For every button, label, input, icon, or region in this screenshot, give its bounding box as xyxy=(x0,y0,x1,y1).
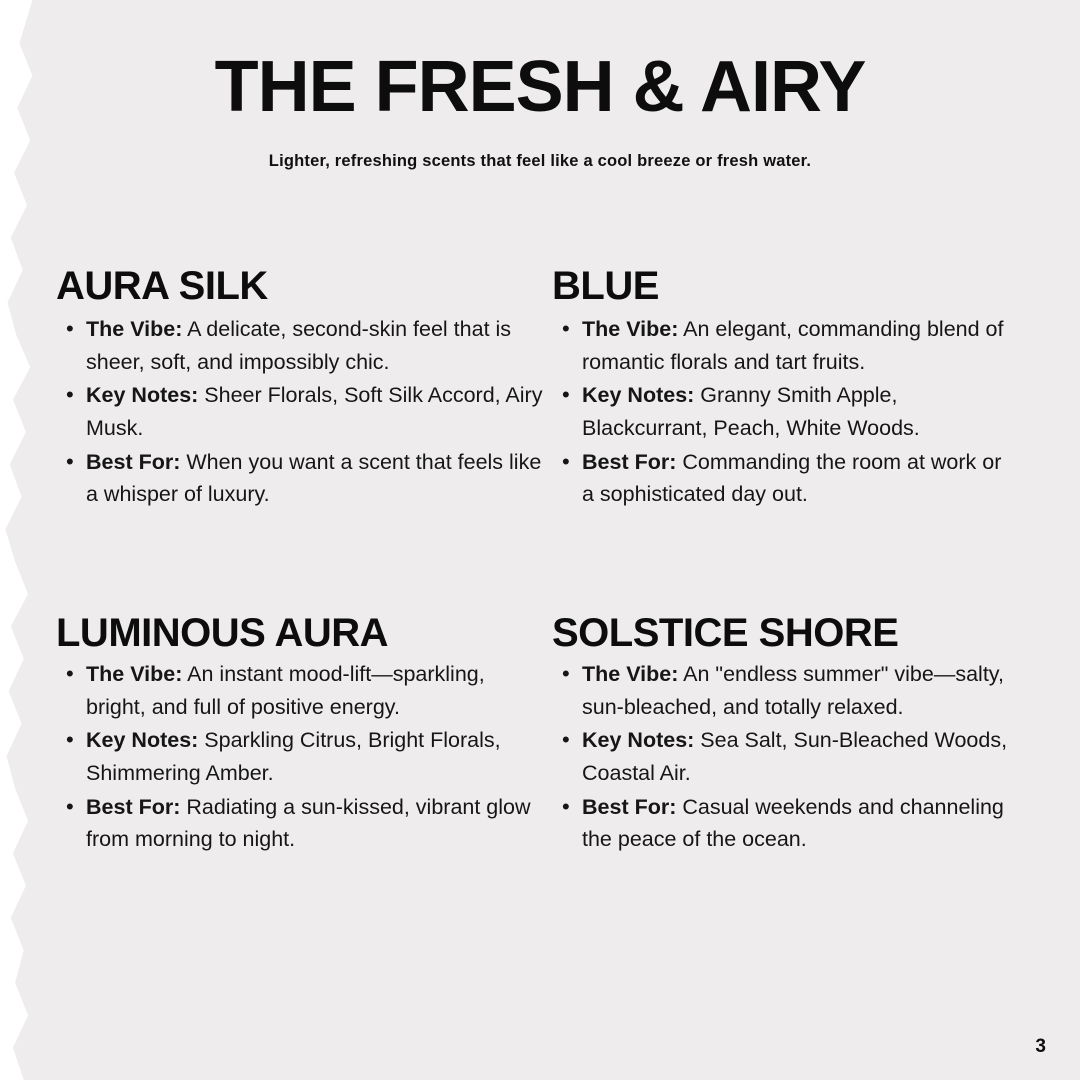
list-item xyxy=(552,791,1016,856)
list-item xyxy=(552,724,1016,789)
card-points xyxy=(552,658,1016,856)
list-item xyxy=(56,313,544,378)
point-text: Casual weekends and channeling the peace of the ocean. xyxy=(582,794,1004,852)
list-item xyxy=(552,379,1016,444)
fragrance-card-solstice-shore xyxy=(552,612,1024,857)
list-item xyxy=(56,658,544,723)
card-points xyxy=(56,313,544,511)
point-text: Granny Smith Apple, Blackcurrant, Peach, White Woods. xyxy=(582,383,920,441)
card-title: AURA SILK xyxy=(56,264,268,308)
fragrance-card-grid xyxy=(56,265,1024,857)
point-text: Commanding the room at work or a sophisticated day out. xyxy=(582,449,1002,507)
point-text: An "endless summer" vibe—salty, sun-bleached, and totally relaxed. xyxy=(582,662,1004,719)
point-label: The Vibe: xyxy=(86,662,183,687)
point-label: Key Notes: xyxy=(86,383,199,408)
point-label: The Vibe: xyxy=(86,317,183,341)
list-item xyxy=(56,446,544,511)
point-label: Key Notes: xyxy=(582,728,695,753)
point-label: Best For: xyxy=(86,794,181,819)
point-text: Radiating a sun-kissed, vibrant glow from morning to night. xyxy=(86,794,531,852)
card-points xyxy=(552,313,1016,511)
list-item xyxy=(552,446,1016,511)
point-text: An elegant, commanding blend of romantic florals and tart fruits. xyxy=(582,317,1004,374)
list-item xyxy=(552,658,1016,723)
point-text: Sea Salt, Sun-Bleached Woods, Coastal Air. xyxy=(582,728,1008,786)
card-points xyxy=(56,658,544,856)
card-title: LUMINOUS AURA xyxy=(56,611,388,656)
page-title: THE FRESH & AIRY xyxy=(214,47,866,127)
page-number: 3 xyxy=(1035,1036,1046,1057)
list-item xyxy=(56,791,544,856)
point-text: When you want a scent that feels like a whisper of luxury. xyxy=(86,449,542,507)
point-text: An instant mood-lift—sparkling, bright, and full of positive energy. xyxy=(86,662,485,719)
point-label: Best For: xyxy=(86,449,181,474)
slide-header xyxy=(0,47,1080,171)
point-text: Sparkling Citrus, Bright Florals, Shimmering Amber. xyxy=(86,728,501,786)
point-label: Key Notes: xyxy=(86,728,199,753)
card-title: SOLSTICE SHORE xyxy=(552,611,899,656)
point-text: A delicate, second-skin feel that is sheer, soft, and impossibly chic. xyxy=(86,317,512,374)
fragrance-card-luminous-aura xyxy=(56,612,552,857)
list-item xyxy=(56,379,544,444)
point-label: The Vibe: xyxy=(582,317,679,341)
point-label: Best For: xyxy=(582,794,677,819)
list-item xyxy=(552,313,1016,378)
page-subtitle: Lighter, refreshing scents that feel like a cool breeze or fresh water. xyxy=(268,151,812,170)
point-label: The Vibe: xyxy=(582,662,679,687)
point-text: Sheer Florals, Soft Silk Accord, Airy Musk. xyxy=(86,383,543,441)
list-item xyxy=(56,724,544,789)
point-label: Key Notes: xyxy=(582,383,695,408)
card-title: BLUE xyxy=(552,264,659,308)
fragrance-card-blue xyxy=(552,265,1024,512)
fragrance-card-aura-silk xyxy=(56,265,552,512)
point-label: Best For: xyxy=(582,449,677,474)
